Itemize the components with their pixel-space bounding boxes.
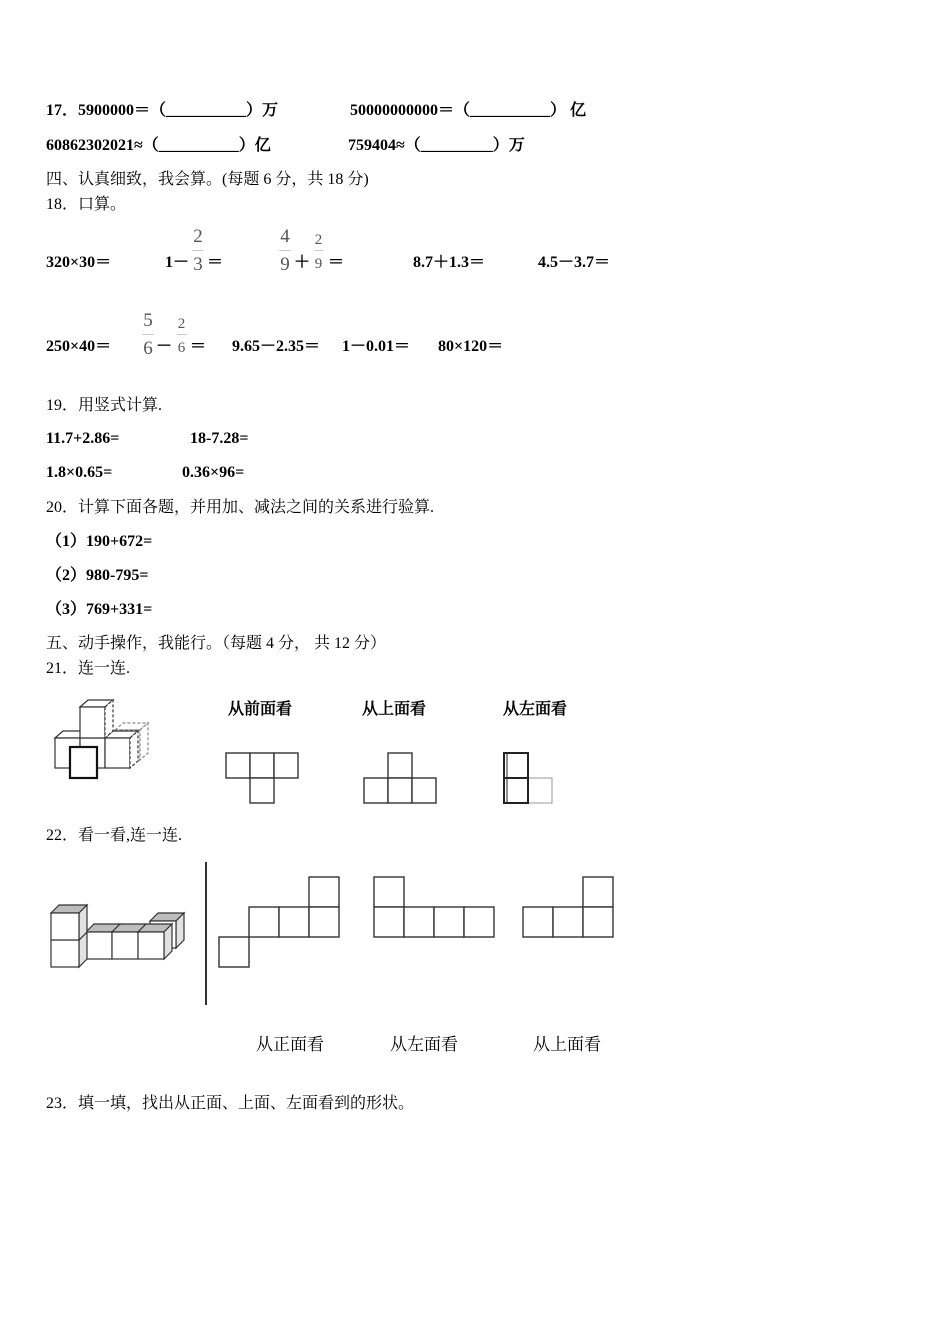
vertical-divider: [205, 862, 207, 1005]
q21-solid-figure: [46, 694, 158, 784]
q18-r1-c-equals: ＝: [328, 254, 345, 271]
fraction-bar: [142, 334, 154, 335]
q20-title: 20．计算下面各题，并用加、减法之间的关系进行验算.: [46, 499, 435, 516]
q18-r2-b-equals: ＝: [190, 338, 207, 355]
view-square: [226, 753, 250, 778]
q19-item-1: 11.7+2.86=: [46, 430, 120, 447]
cube-front-face: [70, 747, 97, 778]
view-square: [309, 877, 339, 907]
fraction-denominator: 6: [143, 338, 153, 359]
view-square: [374, 907, 404, 937]
q22-title: 22．看一看,连一连.: [46, 827, 183, 844]
q18-r1-b-fraction: [191, 227, 205, 275]
cube-front-face: [112, 932, 138, 959]
view-square: [249, 907, 279, 937]
view-square: [309, 907, 339, 937]
fraction-numerator: 2: [193, 226, 203, 247]
cube-front-face: [51, 913, 79, 940]
view-square: [364, 778, 388, 803]
cube-side-face: [130, 731, 138, 768]
q18-r1-expr-e: 4.5－3.7＝: [538, 254, 611, 271]
fraction-denominator: 9: [280, 254, 290, 275]
view-square: [404, 907, 434, 937]
front-cube: [70, 747, 97, 778]
view-square: [553, 907, 583, 937]
row-cube-3: [138, 924, 172, 959]
cube-front-face: [105, 738, 130, 768]
view-square: [412, 778, 436, 803]
q21-label-front: 从前面看: [228, 701, 293, 718]
section-4-heading: 四、认真细致，我会算。(每题 6 分，共 18 分): [46, 171, 369, 188]
view-square: [374, 877, 404, 907]
q20-item-3: （3）769+331=: [46, 601, 153, 618]
q18-title: 18．口算。: [46, 196, 127, 213]
q22-label-left: 从左面看: [390, 1035, 458, 1054]
q22-label-top: 从上面看: [533, 1035, 601, 1054]
q22-view-shape-a: [217, 875, 341, 970]
q18-r1-expr-d: 8.7＋1.3＝: [413, 254, 486, 271]
cube-front-face: [86, 932, 112, 959]
view-square: [583, 907, 613, 937]
q23-title: 23．填一填，找出从正面、上面、左面看到的形状。: [46, 1095, 415, 1112]
q18-r2-expr-a: 250×40＝: [46, 338, 112, 355]
q19-title: 19．用竖式计算.: [46, 397, 163, 414]
fraction-bar: [314, 250, 324, 251]
section-5-heading: 五、动手操作，我能行。（每题 4 分， 共 12 分）: [46, 635, 387, 652]
q21-view-front-shape: [224, 751, 302, 807]
q18-r2-expr-e: 80×120＝: [438, 338, 504, 355]
q18-r2-expr-c: 9.65－2.35＝: [232, 338, 321, 355]
fraction-numerator: 2: [314, 232, 323, 248]
q18-r2-b-fraction-2: [175, 317, 188, 357]
q21-view-left-shape: [501, 751, 557, 807]
q18-r2-b-fraction-1: [141, 311, 155, 359]
view-square: [274, 753, 298, 778]
q22-label-front: 从正面看: [256, 1035, 324, 1054]
q18-r2-expr-d: 1－0.01＝: [342, 338, 411, 355]
view-square: [388, 778, 412, 803]
q17-item-1: 17．5900000＝（__________）万: [46, 102, 279, 119]
q22-solid-figure: [48, 900, 186, 970]
cube-front-face: [51, 940, 79, 967]
fraction-bar: [279, 250, 291, 251]
top-cube: [80, 700, 113, 738]
view-square: [504, 778, 528, 803]
view-square: [528, 778, 552, 803]
fraction-denominator: 6: [177, 340, 186, 356]
right-cube: [105, 731, 138, 768]
view-square: [219, 937, 249, 967]
q21-label-top: 从上面看: [362, 701, 427, 718]
q19-item-3: 1.8×0.65=: [46, 464, 113, 481]
view-square: [250, 753, 274, 778]
cube-front-face: [80, 707, 105, 738]
q18-r1-b-lead: 1－: [165, 254, 190, 271]
fraction-bar: [192, 250, 204, 251]
q21-label-left: 从左面看: [503, 701, 568, 718]
q17-item-2: 50000000000＝（__________） 亿: [350, 102, 587, 119]
q17-item-4: 759404≈（_________）万: [348, 137, 525, 154]
q22-view-shape-c: [521, 875, 616, 940]
q22-view-shape-b: [372, 875, 497, 940]
cube-side-face: [140, 723, 148, 760]
cube-front-face: [138, 932, 164, 959]
view-square: [464, 907, 494, 937]
view-square: [279, 907, 309, 937]
view-square: [434, 907, 464, 937]
view-square: [523, 907, 553, 937]
q18-r1-b-equals: ＝: [207, 254, 224, 271]
q19-item-4: 0.36×96=: [182, 464, 245, 481]
q18-r2-b-operator: －: [156, 338, 173, 355]
fraction-numerator: 4: [280, 226, 290, 247]
q18-r1-expr-a: 320×30＝: [46, 254, 112, 271]
q20-item-1: （1）190+672=: [46, 533, 153, 550]
q18-r1-c-operator: ＋: [294, 254, 311, 271]
fraction-denominator: 3: [193, 254, 203, 275]
fraction-bar: [177, 334, 187, 335]
q21-title: 21．连一连.: [46, 660, 131, 677]
q19-item-2: 18-7.28=: [190, 430, 249, 447]
view-square: [388, 753, 412, 778]
q18-r1-c-fraction-1: [278, 227, 292, 275]
q18-r1-c-fraction-2: [312, 233, 325, 273]
fraction-numerator: 5: [143, 310, 153, 331]
q20-item-2: （2）980-795=: [46, 567, 149, 584]
fraction-denominator: 9: [314, 256, 323, 272]
view-square: [504, 753, 528, 778]
view-square: [250, 778, 274, 803]
view-square: [583, 877, 613, 907]
q21-view-top-shape: [362, 751, 440, 807]
fraction-numerator: 2: [177, 316, 186, 332]
column-cube-top: [51, 905, 87, 940]
q17-item-3: 60862302021≈（__________）亿: [46, 137, 271, 154]
